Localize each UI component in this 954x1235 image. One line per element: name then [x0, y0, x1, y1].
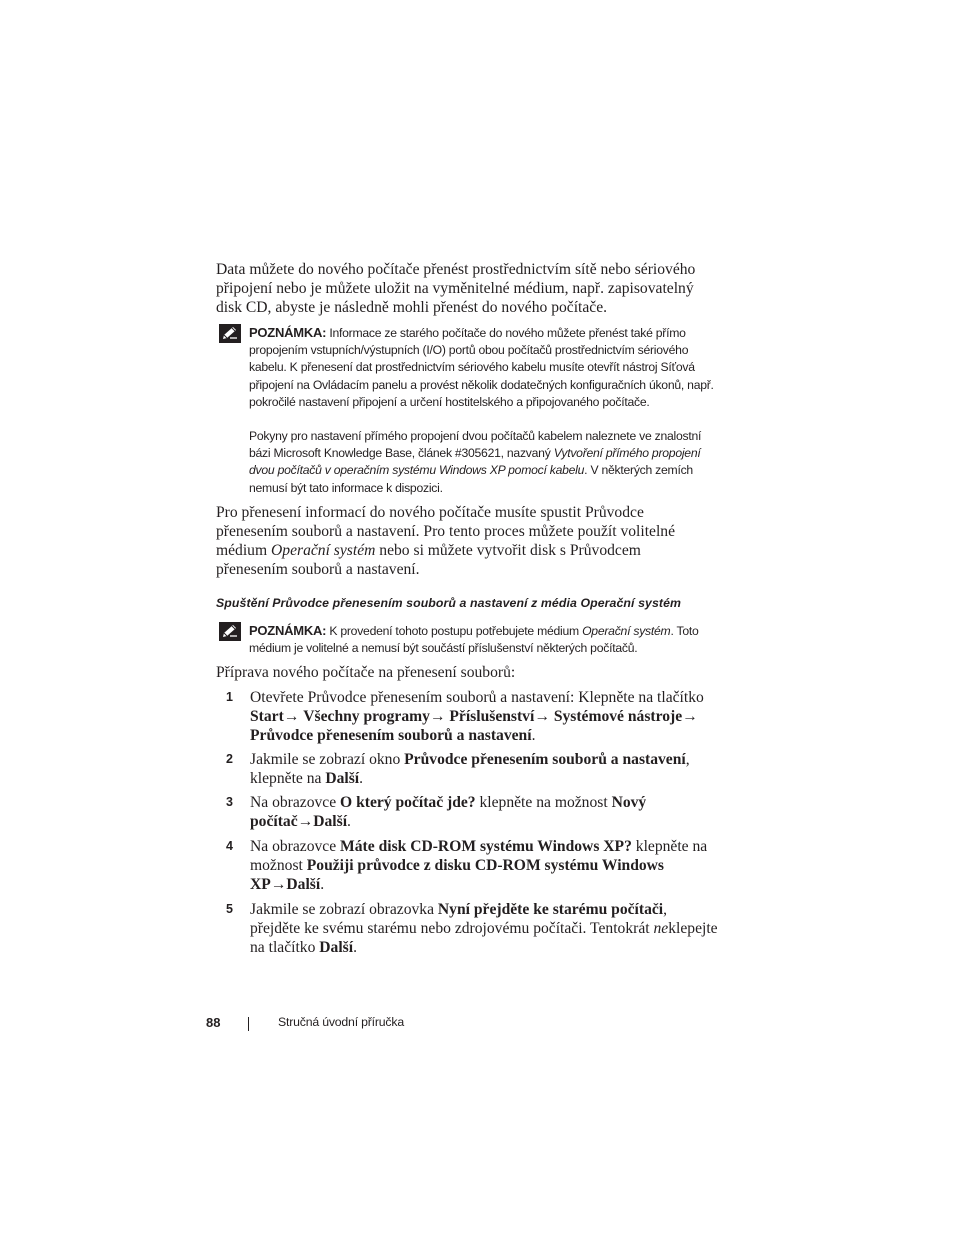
- step-number: 2: [226, 752, 233, 766]
- note-label: POZNÁMKA:: [249, 623, 327, 638]
- note-text-2: Pokyny pro nastavení přímého propojení dvou počítačů kabelem naleznete ve znalostní bázi Microsoft Knowledge Base, článek #305621, nazvaný Vytvoření přímého propojení dvou počítačů v operačním systému Windows XP pomocí kabelu. V některých zemích nemusí být tato informace k dispozici.: [249, 429, 702, 495]
- step-text: Na obrazovce Máte disk CD-ROM systému Windows XP? klepněte na možnost Použiji průvodce z disku CD-ROM systému Windows XP→Další.: [250, 838, 708, 893]
- intro-paragraph: Data můžete do nového počítače přenést prostřednictvím sítě nebo sériového připojení nebo je můžete uložit na vyměnitelné médium, např. zapisovatelný disk CD, abyste je následně mohli přenést do nového počítače.: [216, 261, 696, 316]
- footer-separator: [248, 1017, 249, 1031]
- step-number: 5: [226, 902, 233, 916]
- step-text: Jakmile se zobrazí okno Průvodce přenesením souborů a nastavení, klepněte na Další.: [250, 751, 690, 787]
- step-number: 4: [226, 839, 233, 853]
- step-text: Otevřete Průvodce přenesením souborů a nastavení: Klepněte na tlačítko Start→ Všechny programy→ Příslušenství→ Systémové nástroje→ Průvodce přenesením souborů a nastavení.: [250, 689, 704, 744]
- note-text: POZNÁMKA: K provedení tohoto postupu potřebujete médium Operační systém. Toto médium je volitelné a nemusí být součástí příslušenství některých počítačů.: [249, 623, 699, 656]
- step-number: 1: [226, 690, 233, 704]
- body-paragraph: Příprava nového počítače na přenesení souborů:: [216, 664, 516, 681]
- section-heading: Spuštění Průvodce přenesením souborů a nastavení z média Operační systém: [216, 596, 682, 610]
- pencil-note-icon: [219, 324, 241, 343]
- step-text: Jakmile se zobrazí obrazovka Nyní přejděte ke starému počítači, přejděte ke svému starému nebo zdrojovému počítači. Tentokrát neklepejte na tlačítko Další.: [250, 901, 718, 956]
- body-paragraph: Pro přenesení informací do nového počítače musíte spustit Průvodce přenesením souborů a nastavení. Pro tento proces můžete použít volitelné médium Operační systém nebo si můžete vytvořit disk s Průvodcem přenesením souborů a nastavení.: [216, 504, 676, 578]
- note-label: POZNÁMKA:: [249, 325, 327, 340]
- pencil-note-icon: [219, 622, 241, 641]
- step-number: 3: [226, 795, 233, 809]
- footer-title: Stručná úvodní příručka: [278, 1015, 404, 1029]
- page-footer: [0, 1015, 954, 1035]
- step-text: Na obrazovce O který počítač jde? klepněte na možnost Nový počítač→Další.: [250, 794, 647, 830]
- note-text: POZNÁMKA: Informace ze starého počítače do nového můžete přenést také přímo propojením vstupních/výstupních (I/O) portů obou počítačů prostřednictvím sériového kabelu. K přenesení dat prostřednictvím sériového kabelu musíte otevřít nástroj Síťová připojení na Ovládacím panelu a provést několik dodatečných konfiguračních úkonů, např. pokročilé nastavení připojení a určení hostitelského a připojovaného počítače.: [249, 325, 714, 409]
- page-number: 88: [206, 1015, 221, 1030]
